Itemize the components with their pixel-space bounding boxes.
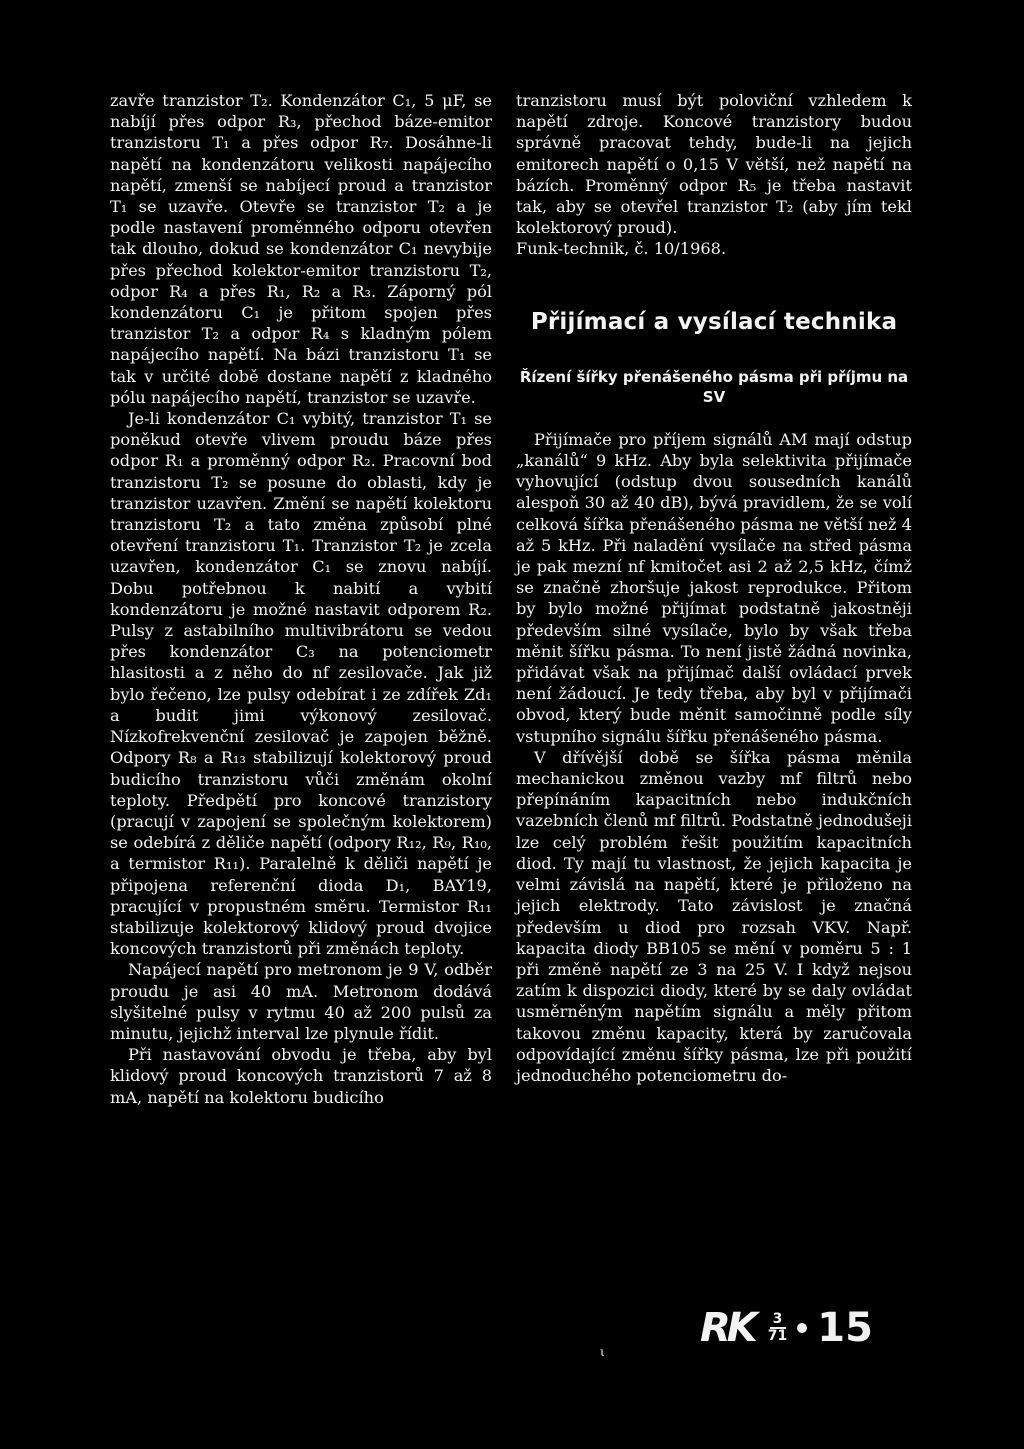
issue-fraction: [768, 1312, 787, 1344]
right-paragraph-1: Přijímače pro příjem signálů AM mají odstup „kanálů“ 9 kHz. Aby byla selektivita přijímače vyhovující (odstup dvou sousedních kanálů alespoň 30 až 40 dB), bývá pravidlem, že se volí celková šířka přenášeného pásma ne větší než 4 až 5 kHz. Při naladění vysílače na střed pásma je pak mezní nf kmitočet asi 2 až 2,5 kHz, čímž se značně zhoršuje jakost reprodukce. Přitom by bylo možné přijímat podstatně jakostněji především silné vysílače, bylo by však třeba měnit šířku pásma. To není jistě žádná novinka, přidávat však na přijímač další ovládací prvek není žádoucí. Je tedy třeba, aby byl v přijímači obvod, který bude měnit samočinně podle síly vstupního signálu šířku přenášeného pásma.: [516, 429, 912, 746]
left-paragraph-1: zavře tranzistor T₂. Kondenzátor C₁, 5 μF, se nabíjí přes odpor R₃, přechod báze-emitor tranzistoru T₁ a přes odpor R₇. Dosáhne-li napětí na kondenzátoru velikosti napájecího napětí, zmenší se nabíjecí proud a tranzistor T₁ se uzavře. Otevře se tranzistor T₂ a je podle nastavení proměnného odporu otevřen tak dlouho, dokud se kondenzátor C₁ nevybije přes přechod kolektor-emitor tranzistoru T₂, odpor R₄ a přes R₁, R₂ a R₃. Záporný pól kondenzátoru C₁ je přitom spojen přes tranzistor T₂ a odpor R₄ s kladným pólem napájecího napětí. Na bázi tranzistoru T₁ se tak v určité době dostane napětí z kladného pólu napájecího napětí, tranzistor se uzavře.: [110, 91, 492, 407]
left-paragraph-3: Napájecí napětí pro metronom je 9 V, odběr proudu je asi 40 mA. Metronom dodává slyšitelné pulsy v rytmu 40 až 200 pulsů za minutu, jejichž interval lze plynule řídit.: [110, 960, 492, 1043]
section-heading: Přijímací a vysílací technika: [530, 308, 898, 335]
issue-number: 3: [772, 1311, 783, 1327]
right-paragraph-2: V dřívější době se šířka pásma měnila mechanickou změnou vazby mf filtrů nebo přepínáním kapacitních nebo indukčních vazebních členů mf filtrů. Podstatně jednodušeji lze celý problém řešit použitím kapacitních diod. Ty mají tu vlastnost, že jejich kapacita je velmi závislá na napětí, které je přiloženo na jejich elektrody. Tato závislost je značná především u diod pro rozsah VKV. Např. kapacita diody BB105 se mění v poměru 5 : 1 při změně napětí ze 3 na 25 V. I když nejsou zatím k dispozici diody, které by se daly ovládat usměrněným napětím signálu a měly přitom takovou změnu kapacity, která by zaručovala odpovídající změnu šířky pásma, lze při použití jednoduchého potenciometru do-: [516, 747, 912, 1085]
issue-year: 71: [767, 1328, 788, 1344]
right-column: [516, 90, 912, 1086]
left-column: [110, 90, 492, 1108]
magazine-logo: RK: [700, 1305, 754, 1351]
stray-mark: ι: [600, 1345, 605, 1359]
right-intro-paragraph: tranzistoru musí být poloviční vzhledem k napětí zdroje. Koncové tranzistory budou správně pracovat tehdy, bude-li na jejich emitorech napětí o 0,15 V větší, než napětí na bázích. Proměnný odpor R₅ je třeba nastavit tak, aby se otevřel tranzistor T₂ (aby jím tekl kolektorový proud).: [516, 91, 912, 238]
bullet-dot: [797, 1323, 807, 1333]
left-paragraph-2: Je-li kondenzátor C₁ vybitý, tranzistor T₁ se poněkud otevře vlivem proudu báze přes odpor R₁ a proměnný odpor R₂. Pracovní bod tranzistoru T₂ se posune do oblasti, kdy je tranzistor uzavřen. Změní se napětí kolektoru tranzistoru T₂ a tato změna způsobí plné otevření tranzistoru T₁. Tranzistor T₂ je zcela uzavřen, kondenzátor C₁ se znovu nabíjí. Dobu potřebnou k nabití a vybití kondenzátoru je možné nastavit odporem R₂. Pulsy z astabilního multivibrátoru se vedou přes kondenzátor C₃ na potenciometr hlasitosti a z něho do nf zesilovače. Jak již bylo řečeno, lze pulsy odebírat i ze zdířek Zd₁ a budit jimi výkonový zesilovač. Nízkofrekvenční zesilovač je zapojen běžně. Odpory R₈ a R₁₃ stabilizují kolektorový proud budicího tranzistoru vůči změnám okolní teploty. Předpětí pro koncové tranzistory (pracují v zapojení se společným kolektorem) se odebírá z děliče napětí (odpory R₁₂, R₉, R₁₀, a termistor R₁₁). Paralelně k děliči napětí je připojena referenční dioda D₁, BAY19, pracující v propustném směru. Termistor R₁₁ stabilizuje kolektorový klidový proud dvojice koncových tranzistorů při změnách teploty.: [110, 409, 492, 959]
left-paragraph-4: Při nastavování obvodu je třeba, aby byl klidový proud koncových tranzistorů 7 až 8 mA, napětí na kolektoru budicího: [110, 1045, 492, 1107]
page-footer: [700, 1298, 873, 1358]
article-title: Řízení šířky přenášeného pásma při příjmu na SV: [519, 367, 909, 406]
page-number: 15: [817, 1305, 873, 1351]
source-citation: Funk-technik, č. 10/1968.: [516, 239, 727, 259]
